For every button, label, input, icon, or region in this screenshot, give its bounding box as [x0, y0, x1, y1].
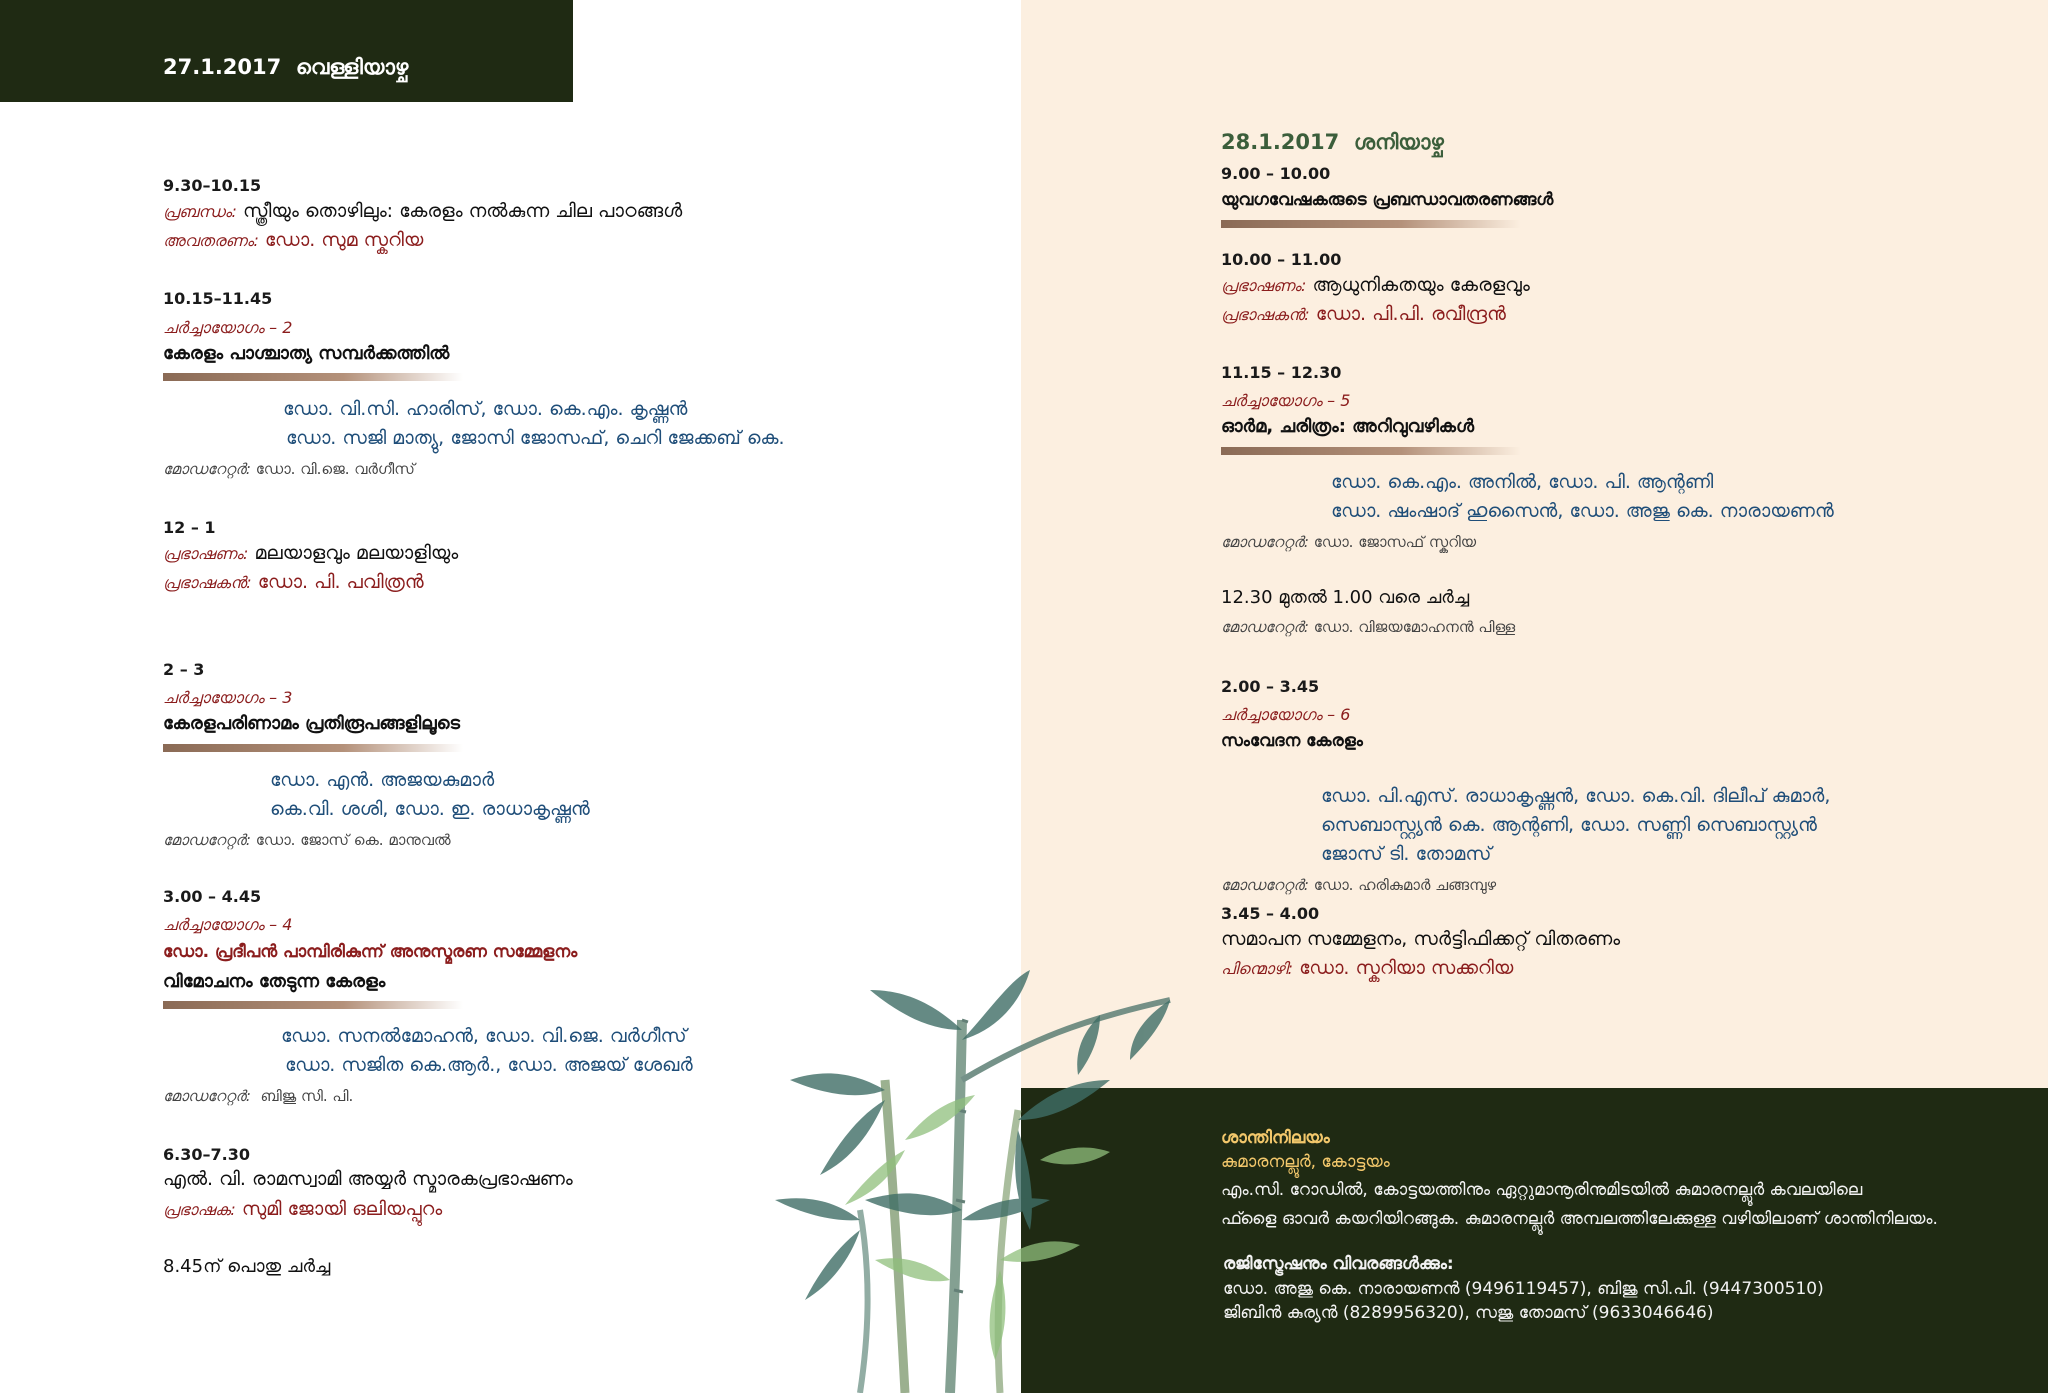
d1s2-title: കേരളം പാശ്ചാത്യ സമ്പർക്കത്തിൽ [163, 343, 450, 364]
topic-label: പ്രഭാഷണം: [1221, 276, 1307, 295]
mod-name: ബിജു സി. പി. [260, 1087, 354, 1105]
mod-label: മോഡറേറ്റർ: [163, 1087, 251, 1105]
d2s3-moderator [1221, 533, 1476, 551]
mod-label: മോഡറേറ്റർ: [163, 460, 251, 478]
contact-line-2: ജിബിൻ കുര്യൻ (8289956320), സജു തോമസ് (9633046646) [1223, 1303, 1714, 1323]
mod-name: ഡോ. വി.ജെ. വർഗീസ് [255, 460, 415, 478]
day1-date: 27.1.2017 [163, 55, 282, 79]
d1s4-time: 2 – 3 [163, 660, 205, 679]
d1s5-panel1: ഡോ. സനൽമോഹൻ, ഡോ. വി.ജെ. വർഗീസ് [281, 1025, 687, 1047]
mod-label: മോഡറേറ്റർ: [1221, 618, 1309, 636]
presenter: ഡോ. സുമ സ്കറിയ [264, 229, 424, 251]
mod-label: മോഡറേറ്റർ: [163, 831, 251, 849]
speaker-label: പിന്മൊഴി: [1221, 959, 1294, 978]
mod-name: ഡോ. വിജയമോഹനൻ പിള്ള [1313, 618, 1516, 636]
d1s1-time: 9.30–10.15 [163, 176, 262, 195]
day2-date-heading [1221, 130, 1444, 155]
section-rule [163, 1001, 463, 1009]
d2s3-session: ചർച്ചായോഗം – 5 [1221, 391, 1351, 410]
d1s4-session: ചർച്ചായോഗം – 3 [163, 688, 293, 707]
d2s2-speaker-line [1221, 303, 1506, 325]
d1s3-speaker-line [163, 571, 424, 593]
d2s5-time: 2.00 – 3.45 [1221, 677, 1320, 696]
d1s2-panel2: ഡോ. സജി മാത്യു, ജോസി ജോസഫ്, ചെറി ജേക്കബ് കെ. [286, 427, 785, 449]
mod-name: ഡോ. ജോസഫ് സ്കറിയ [1313, 533, 1477, 551]
d1s5-memorial: ഡോ. പ്രദീപൻ പാമ്പിരികുന്ന് അനുസ്മരണ സമ്മേളനം [163, 942, 578, 962]
d1s2-session: ചർച്ചായോഗം – 2 [163, 318, 293, 337]
speaker-label: പ്രഭാഷകൻ: [163, 573, 252, 592]
d2s5-moderator [1221, 876, 1496, 894]
speaker: ഡോ. പി. പവിത്രൻ [257, 571, 424, 593]
day1-date-banner [0, 0, 573, 102]
d2s3-panel2: ഡോ. ഷംഷാദ് ഹുസൈൻ, ഡോ. അജു കെ. നാരായണൻ [1331, 500, 1834, 522]
d2s5-panel3: ജോസ് ടി. തോമസ് [1321, 843, 1492, 865]
topic-label: പ്രഭാഷണം: [163, 544, 249, 563]
d1s2-time: 10.15–11.45 [163, 289, 273, 308]
contact-line-1: ഡോ. അജു കെ. നാരായണൻ (9496119457), ബിജു സി.പി. (9447300510) [1223, 1279, 1824, 1299]
presenter-label: അവതരണം: [163, 231, 259, 250]
d1s6-speaker-line [163, 1198, 442, 1220]
d2s1-time: 9.00 – 10.00 [1221, 164, 1331, 183]
d1s7-text: 8.45ന് പൊതു ചർച്ച [163, 1256, 331, 1277]
d1s4-panel1: ഡോ. എൻ. അജയകുമാർ [270, 769, 495, 791]
speaker: സുമി ജോയി ഒലിയപ്പുറം [241, 1198, 443, 1220]
day2-date: 28.1.2017 [1221, 130, 1340, 154]
day2-weekday: ശനിയാഴ്ച [1353, 130, 1444, 154]
mod-name: ഡോ. ഹരികുമാർ ചങ്ങമ്പുഴ [1313, 876, 1497, 894]
speaker-label: പ്രഭാഷകൻ: [1221, 305, 1310, 324]
registration-title: രജിസ്ട്രേഷനും വിവരങ്ങൾക്കും: [1223, 1254, 1454, 1274]
d2s5-panel1: ഡോ. പി.എസ്. രാധാകൃഷ്ണൻ, ഡോ. കെ.വി. ദിലീപ് കുമാർ, [1321, 785, 1831, 807]
d2s5-session: ചർച്ചായോഗം – 6 [1221, 705, 1351, 724]
d1s5-time: 3.00 – 4.45 [163, 887, 262, 906]
venue-name: ശാന്തിനിലയം [1221, 1128, 1330, 1148]
d1s4-moderator [163, 831, 451, 849]
d1s4-title: കേരളപരിണാമം പ്രതിരൂപങ്ങളിലൂടെ [163, 713, 461, 734]
section-rule [163, 744, 463, 752]
d1s6-title: എൽ. വി. രാമസ്വാമി അയ്യർ സ്മാരകപ്രഭാഷണം [163, 1168, 573, 1190]
d1s3-time: 12 – 1 [163, 518, 216, 537]
bamboo-illustration-icon [700, 960, 1220, 1393]
venue-directions-2: ഫ്ളൈ ഓവർ കയറിയിറങ്ങുക. കുമാരനല്ലൂർ അമ്പലത്തിലേക്കുള്ള വഴിയിലാണ് ശാന്തിനിലയം. [1221, 1209, 1938, 1229]
mod-label: മോഡറേറ്റർ: [1221, 876, 1309, 894]
d2s2-topic-line [1221, 274, 1530, 296]
d1s3-topic-line [163, 542, 458, 564]
section-rule [163, 373, 463, 381]
d1s4-panel2: കെ.വി. ശശി, ഡോ. ഇ. രാധാകൃഷ്ണൻ [270, 798, 590, 820]
d2s5-title: സംവേദന കേരളം [1221, 731, 1363, 751]
speaker: ഡോ. പി.പി. രവീന്ദ്രൻ [1315, 303, 1506, 325]
d2s5-panel2: സെബാസ്റ്റ്യൻ കെ. ആന്റണി, ഡോ. സണ്ണി സെബാസ്റ്റ്യൻ [1321, 814, 1817, 836]
d1s6-time: 6.30–7.30 [163, 1145, 250, 1164]
venue-place: കുമാരനല്ലൂർ, കോട്ടയം [1221, 1152, 1390, 1172]
section-rule [1221, 220, 1521, 228]
speaker-label: പ്രഭാഷക: [163, 1200, 236, 1219]
d1s5-title: വിമോചനം തേടുന്ന കേരളം [163, 971, 386, 992]
section-rule [1221, 447, 1521, 455]
d1s5-panel2: ഡോ. സജിത കെ.ആർ., ഡോ. അജയ് ശേഖർ [285, 1054, 693, 1076]
d2s6-time: 3.45 – 4.00 [1221, 904, 1320, 923]
d2s3-panel1: ഡോ. കെ.എം. അനിൽ, ഡോ. പി. ആന്റണി [1331, 471, 1714, 493]
day1-date-heading [163, 55, 408, 80]
d1s1-topic-line [163, 200, 682, 222]
venue-directions-1: എം.സി. റോഡിൽ, കോട്ടയത്തിനും ഏറ്റുമാനൂരിനുമിടയിൽ കുമാരനല്ലൂർ കവലയിലെ [1221, 1180, 1863, 1200]
mod-name: ഡോ. ജോസ് കെ. മാനുവൽ [255, 831, 451, 849]
topic: സ്ത്രീയും തൊഴിലും: കേരളം നൽകുന്ന ചില പാഠങ്ങൾ [242, 200, 683, 222]
d1s1-presenter-line [163, 229, 423, 251]
d2s3-time: 11.15 – 12.30 [1221, 363, 1342, 382]
d2s6-title: സമാപന സമ്മേളനം, സർട്ടിഫിക്കറ്റ് വിതരണം [1221, 928, 1621, 950]
d1s5-session: ചർച്ചായോഗം – 4 [163, 915, 293, 934]
d2s1-title: യുവഗവേഷകരുടെ പ്രബന്ധാവതരണങ്ങൾ [1221, 190, 1554, 210]
d1s2-moderator [163, 460, 415, 478]
d1s2-panel1: ഡോ. വി.സി. ഹാരിസ്, ഡോ. കെ.എം. കൃഷ്ണൻ [283, 398, 688, 420]
d2s4-text: 12.30 മുതൽ 1.00 വരെ ചർച്ച [1221, 587, 1470, 608]
day1-weekday: വെള്ളിയാഴ്ച [295, 55, 409, 79]
mod-label: മോഡറേറ്റർ: [1221, 533, 1309, 551]
speaker: ഡോ. സ്കറിയാ സക്കറിയ [1299, 957, 1514, 979]
d2s2-time: 10.00 – 11.00 [1221, 250, 1342, 269]
d1s5-moderator [163, 1087, 353, 1105]
d2s4-moderator [1221, 618, 1515, 636]
topic: മലയാളവും മലയാളിയും [254, 542, 459, 564]
d2s6-speaker-line [1221, 957, 1513, 979]
topic-label: പ്രബന്ധം: [163, 202, 237, 221]
d2s3-title: ഓർമ, ചരിത്രം: അറിവുവഴികൾ [1221, 416, 1475, 437]
topic: ആധുനികതയും കേരളവും [1312, 274, 1530, 296]
